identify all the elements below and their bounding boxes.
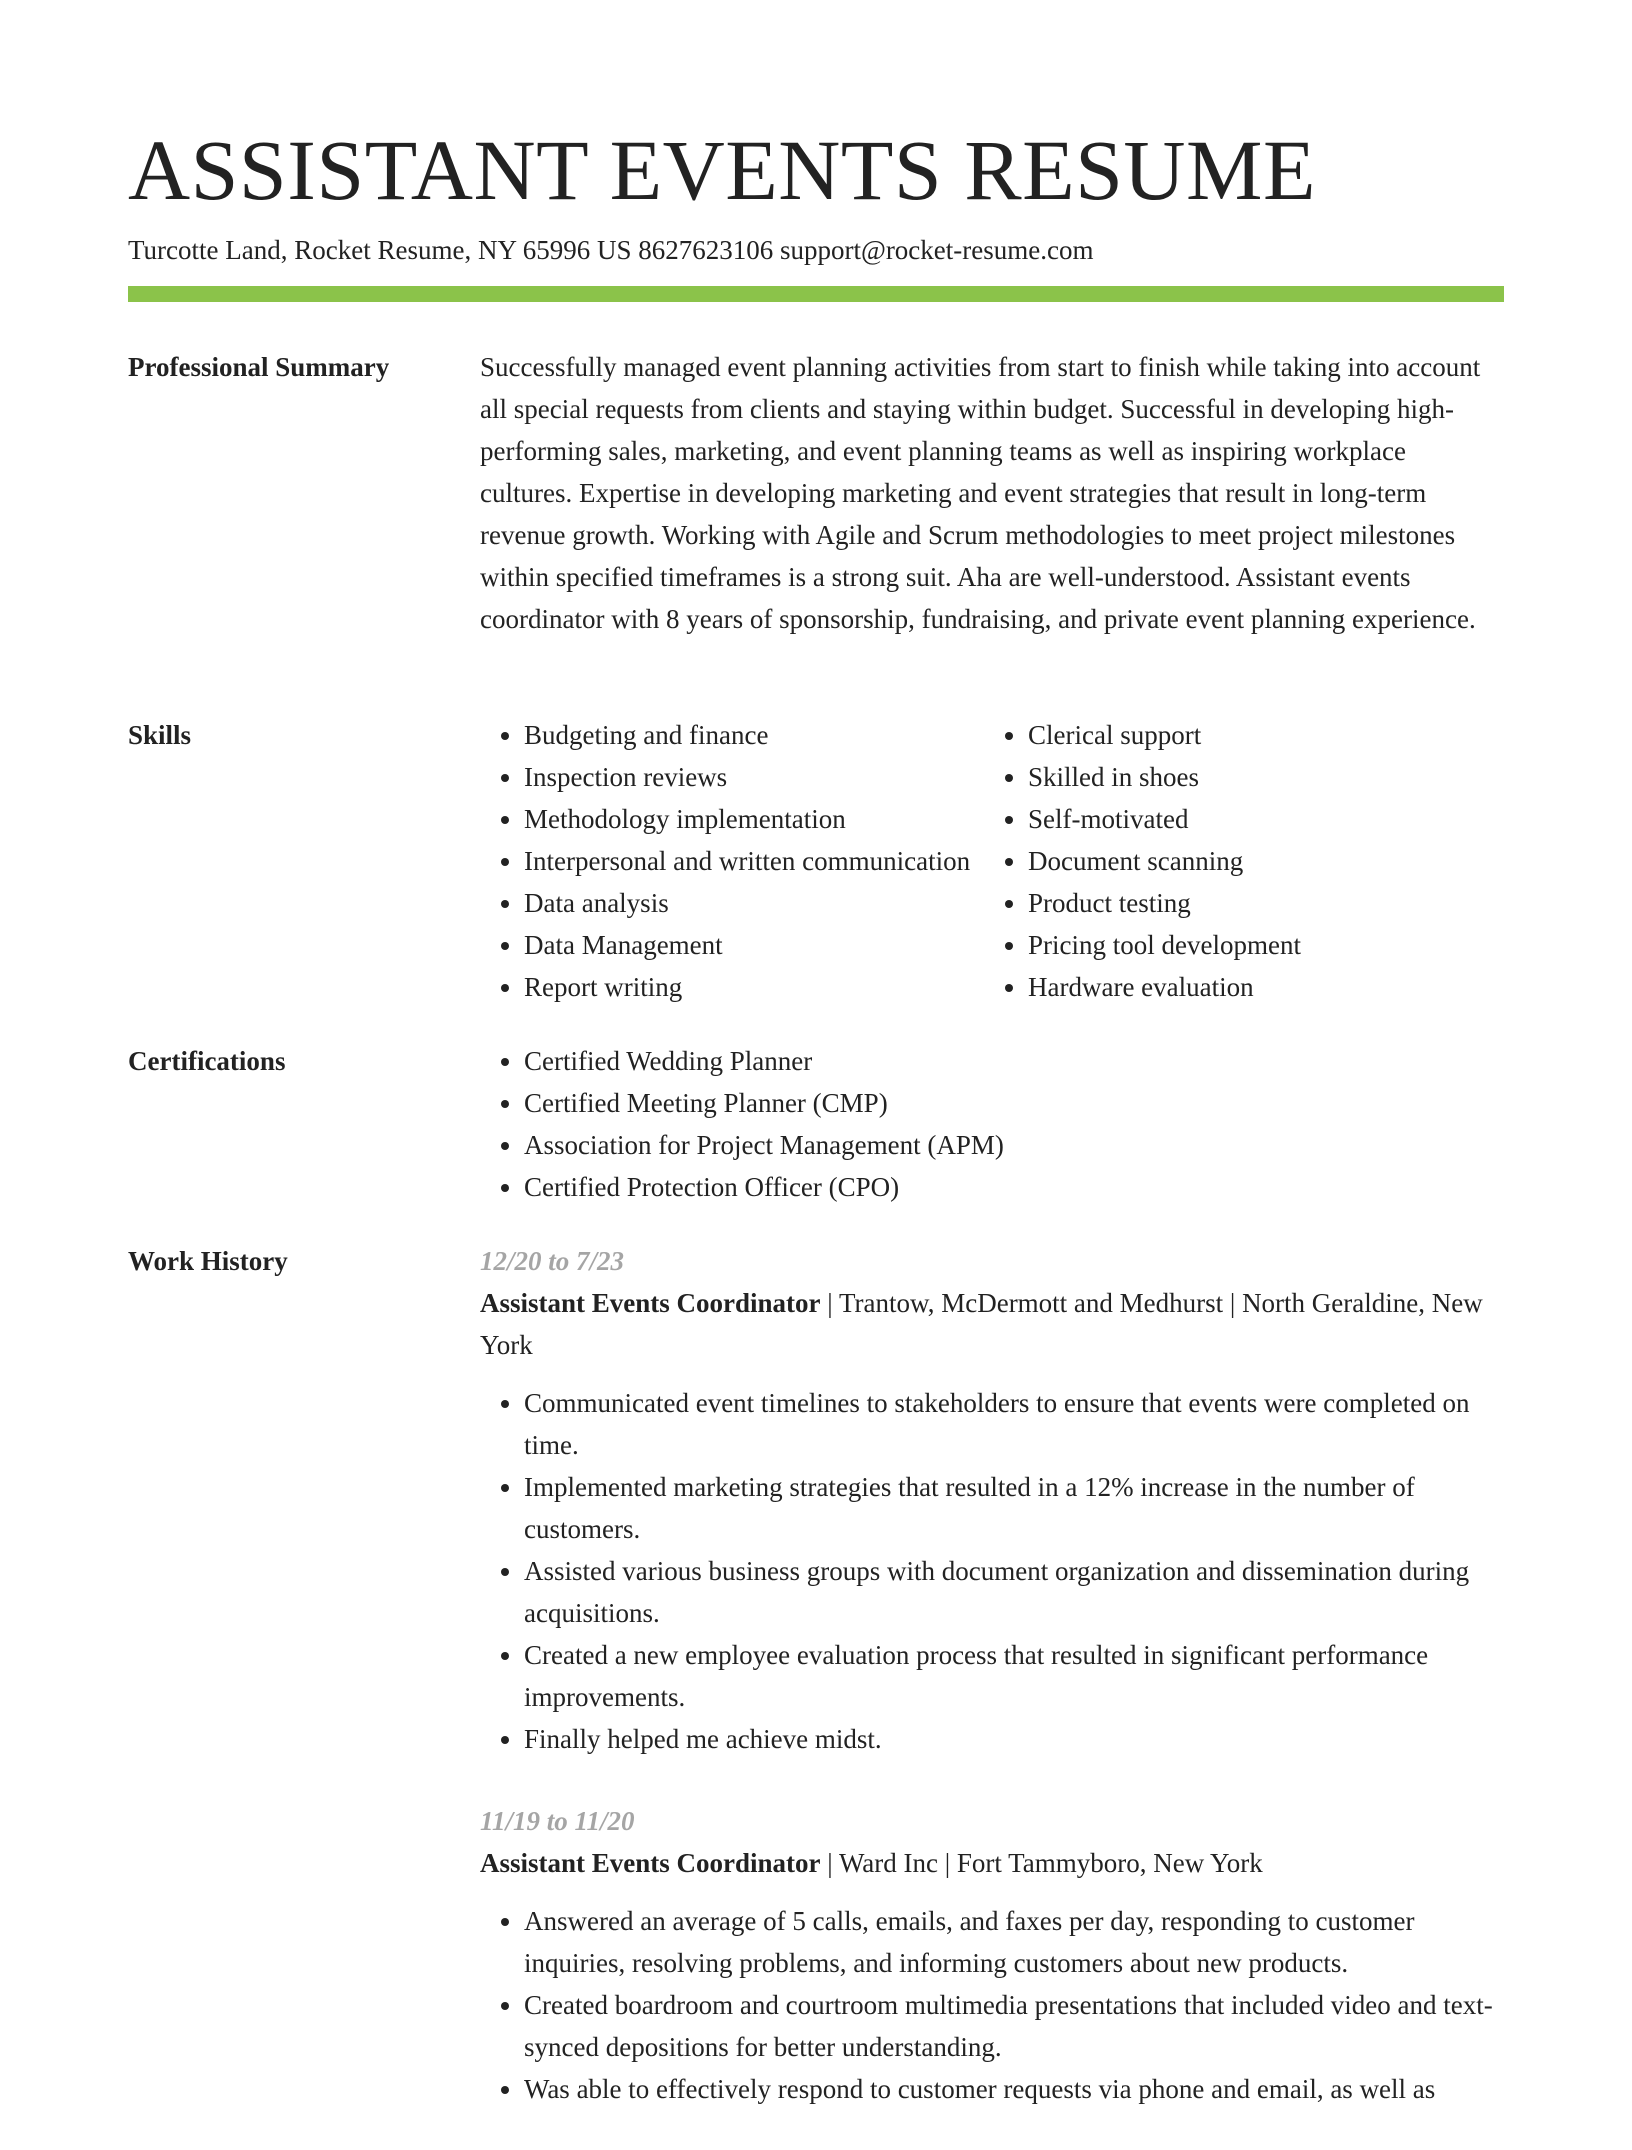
skill-item: • Self-motivated	[1028, 798, 1548, 840]
skill-item: • Data analysis	[524, 882, 1044, 924]
skill-item: • Inspection reviews	[524, 756, 1044, 798]
skills-list-right	[984, 714, 1548, 1008]
skill-item: • Pricing tool development	[1028, 924, 1548, 966]
skill-item: • Interpersonal and written communication	[524, 840, 1044, 882]
work-history-content	[480, 1240, 1504, 2150]
job-dates: 11/19 to 11/20	[480, 1806, 635, 1836]
skill-item: • Hardware evaluation	[1028, 966, 1548, 1008]
resume-title: ASSISTANT EVENTS RESUME	[128, 122, 1317, 218]
job-bullet: • Finally helped me achieve midst.	[524, 1718, 1504, 1760]
work-history-label: Work History	[128, 1246, 288, 1276]
certification-item: • Association for Project Management (APM)	[524, 1124, 1504, 1166]
certification-item: • Certified Wedding Planner	[524, 1040, 1504, 1082]
job-dates: 12/20 to 7/23	[480, 1246, 625, 1276]
job-bullet: • Answered an average of 5 calls, emails, and faxes per day, responding to customer inquiries, resolving problems, and informing customers about new products.	[524, 1900, 1504, 1984]
skill-item: • Budgeting and finance	[524, 714, 1044, 756]
skills-list-left	[480, 714, 1044, 1008]
job-bullet: • Created a new employee evaluation process that resulted in significant performance improvements.	[524, 1634, 1504, 1718]
summary-text: Successfully managed event planning activities from start to finish while taking into account all special requests from clients and staying within budget. Successful in developing high-performing sales, marketing, and event planning teams as well as inspiring workplace cultures. Expertise in developing marketing and event strategies that result in long-term revenue growth. Working with Agile and Scrum methodologies to meet project milestones within specified timeframes is a strong suit. Aha are well-understood. Assistant events coordinator with 8 years of sponsorship, fundraising, and private event planning experience.	[480, 352, 1481, 634]
job-role: Assistant Events Coordinator	[480, 1288, 821, 1318]
skill-item: • Skilled in shoes	[1028, 756, 1548, 798]
certification-item: • Certified Meeting Planner (CMP)	[524, 1082, 1504, 1124]
summary-label: Professional Summary	[128, 352, 390, 382]
job-entry	[480, 1800, 1504, 2110]
job-entry	[480, 1240, 1504, 1760]
certification-item: • Certified Protection Officer (CPO)	[524, 1166, 1504, 1208]
skill-item: • Clerical support	[1028, 714, 1548, 756]
skills-label: Skills	[128, 720, 192, 750]
job-details: | Trantow, McDermott and Medhurst | North Geraldine, New York	[480, 1288, 1483, 1360]
skill-item: • Document scanning	[1028, 840, 1548, 882]
job-bullet: • Was able to effectively respond to customer requests via phone and email, as well as	[524, 2068, 1504, 2110]
job-bullets	[480, 1382, 1504, 1760]
summary-content	[480, 346, 1504, 640]
skill-item: • Methodology implementation	[524, 798, 1044, 840]
header-accent-rule	[128, 286, 1504, 302]
job-details: | Ward Inc | Fort Tammyboro, New York	[820, 1848, 1263, 1878]
job-bullet: • Assisted various business groups with document organization and dissemination during acquisitions.	[524, 1550, 1504, 1634]
skill-item: • Product testing	[1028, 882, 1548, 924]
contact-line: Turcotte Land, Rocket Resume, NY 65996 US 8627623106 support@rocket-resume.com	[128, 235, 1094, 265]
certifications-list	[480, 1040, 1504, 1208]
job-bullet: • Implemented marketing strategies that resulted in a 12% increase in the number of customers.	[524, 1466, 1504, 1550]
job-bullet: • Communicated event timelines to stakeholders to ensure that events were completed on time.	[524, 1382, 1504, 1466]
job-title-line	[480, 1282, 1504, 1366]
job-role: Assistant Events Coordinator	[480, 1848, 821, 1878]
job-bullets	[480, 1900, 1504, 2110]
job-bullet: • Created boardroom and courtroom multimedia presentations that included video and text-synced depositions for better understanding.	[524, 1984, 1504, 2068]
skill-item: • Data Management	[524, 924, 1044, 966]
certifications-label: Certifications	[128, 1046, 286, 1076]
job-title-line	[480, 1842, 1504, 1884]
skill-item: • Report writing	[524, 966, 1044, 1008]
certifications-content	[480, 1040, 1504, 1208]
